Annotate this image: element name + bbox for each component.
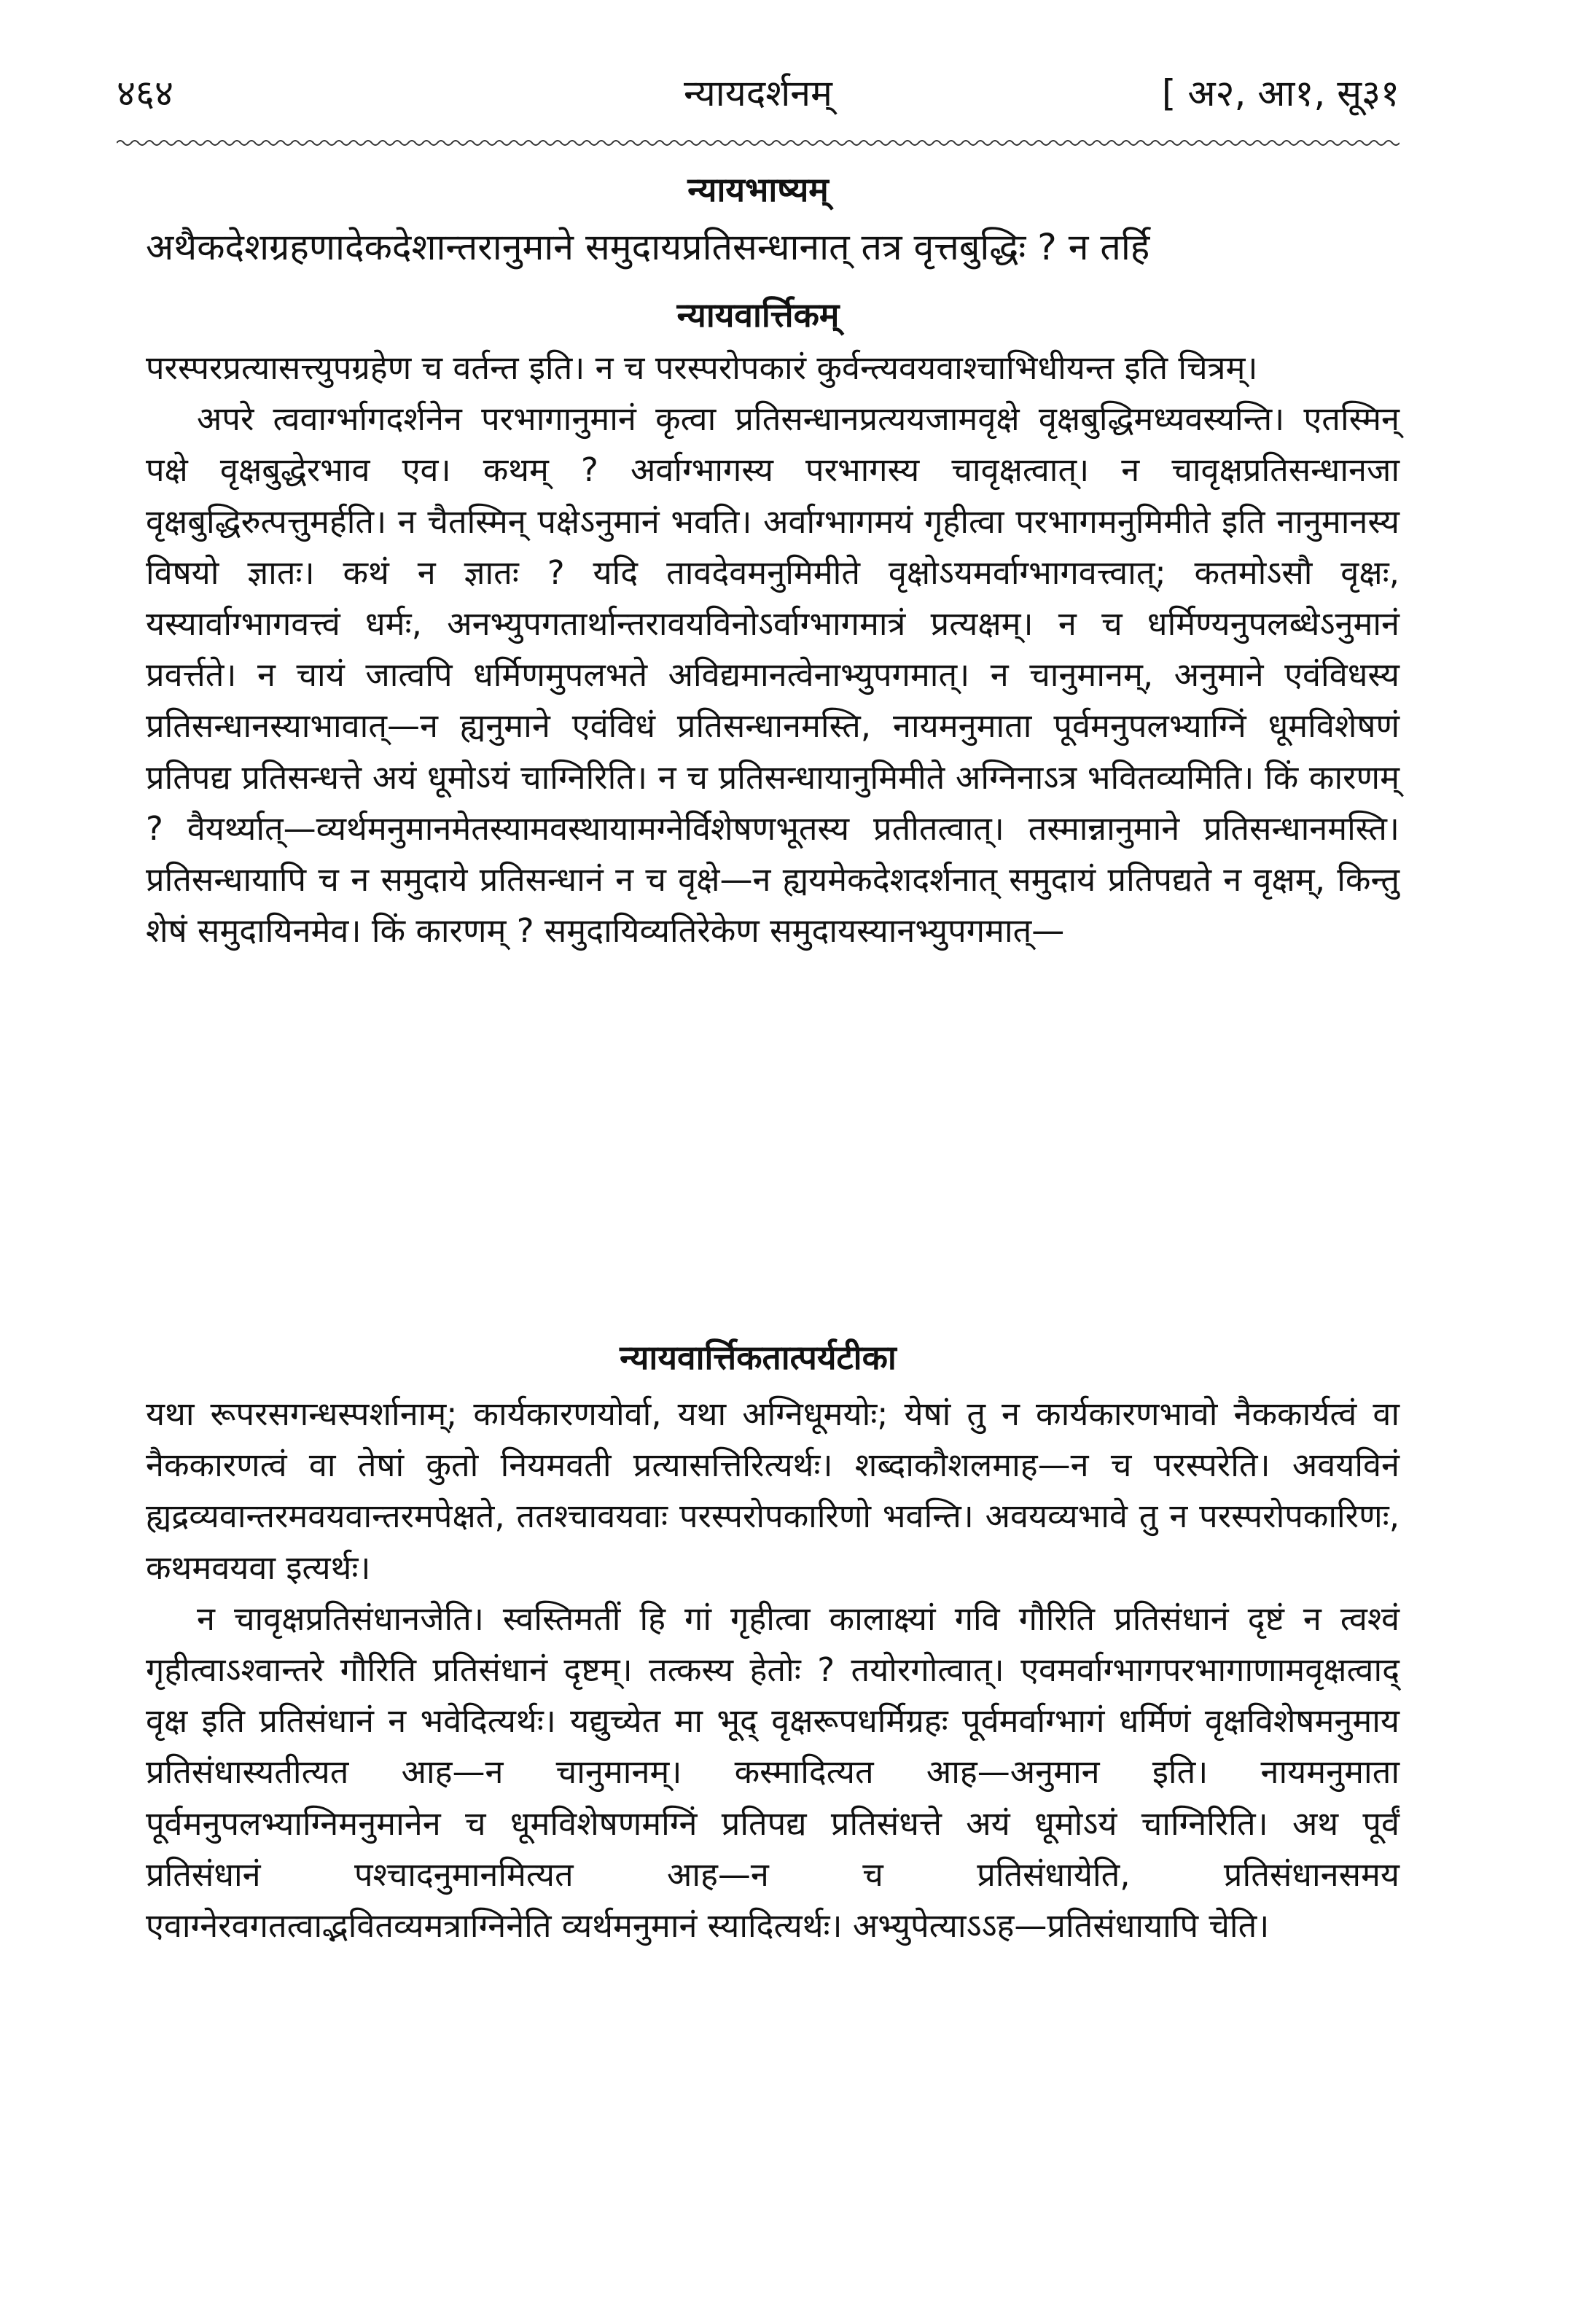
bhashya-line: अथैकदेशग्रहणादेकदेशान्तरानुमाने समुदायप्रतिसन्धानात् तत्र वृत्तबुद्धिः ? न तर्हि: [146, 226, 1150, 268]
page-header: [117, 67, 1400, 133]
chapter-reference: [ अ२, आ१, सू३१: [1161, 72, 1400, 114]
tika-title: न्यायवार्त्तिकतात्पर्यटीका: [620, 1338, 897, 1377]
bhashya-text: [146, 219, 1400, 276]
vartika-text: [146, 343, 1400, 1319]
vartika-paragraph: परस्परप्रत्यासत्त्युपग्रहेण च वर्तन्त इति। न च परस्परोपकारं कुर्वन्त्यवयवाश्चाभिधीयन्त इति चित्रम्।: [146, 348, 1258, 387]
wavy-header-rule: [117, 139, 1400, 147]
vartika-title: न्यायवार्त्तिकम्: [676, 295, 840, 335]
bhashya-title: न्यायभाष्यम्: [687, 170, 829, 209]
vartika-paragraph: अपरे त्ववार्ग्भागदर्शनेन परभागानुमानं कृत्वा प्रतिसन्धानप्रत्ययजामवृक्षे वृक्षबुद्धिमध्यवस्यन्ति। एतस्मिन् पक्षे वृक्षबुद्धेरभाव एव। कथम् ? अर्वाग्भागस्य परभागस्य चावृक्षत्वात्। न चावृक्षप्रतिसन्धानजा वृक्षबुद्धिरुत्पत्तुमर्हति। न चैतस्मिन् पक्षेऽनुमानं भवति। अर्वाग्भागमयं गृहीत्वा परभागमनुमिमीते इति नानुमानस्य विषयो ज्ञातः। कथं न ज्ञातः ? यदि तावदेवमनुमिमीते वृक्षोऽयमर्वाग्भागवत्त्वात्; कतमोऽसौ वृक्षः, यस्यार्वाग्भागवत्त्वं धर्मः, अनभ्युपगतार्थान्तरावयविनोऽर्वाग्भागमात्रं प्रत्यक्षम्। न च धर्मिण्यनुपलब्धेऽनुमानं प्रवर्त्तते। न चायं जात्वपि धर्मिणमुपलभते अविद्यमानत्वेनाभ्युपगमात्। न चानुमानम्, अनुमाने एवंविधस्य प्रतिसन्धानस्याभावात्—न ह्यनुमाने एवंविधं प्रतिसन्धानमस्ति, नायमनुमाता पूर्वमनुपलभ्याग्निं धूमविशेषणं प्रतिपद्य प्रतिसन्धत्ते अयं धूमोऽयं चाग्निरिति। न च प्रतिसन्धायानुमिमीते अग्निनाऽत्र भवितव्यमिति। किं कारणम् ? वैयर्थ्यात्—व्यर्थमनुमानमेतस्यामवस्थायामग्नेर्विशेषणभूतस्य प्रतीतत्वात्। तस्मान्नानुमाने प्रतिसन्धानमस्ति। प्रतिसन्धायापि च न समुदाये प्रतिसन्धानं न च वृक्षे—न ह्ययमेकदेशदर्शनात् समुदायं प्रतिपद्यते न वृक्षम्, किन्तु शेषं समुदायिनमेव। किं कारणम् ? समुदायिव्यतिरेकेण समुदायस्यानभ्युपगमात्—: [146, 399, 1400, 951]
page-number: ४६४: [117, 72, 173, 114]
tika-text: [146, 1389, 1400, 2263]
tika-paragraph: न चावृक्षप्रतिसंधानजेति। स्वस्तिमतीं हि गां गृहीत्वा कालाक्ष्यां गवि गौरिति प्रतिसंधानं दृष्टं न त्वश्वं गृहीत्वाऽश्वान्तरे गौरिति प्रतिसंधानं दृष्टम्। तत्कस्य हेतोः ? तयोरगोत्वात्। एवमर्वाग्भागपरभागाणामवृक्षत्वाद् वृक्ष इति प्रतिसंधानं न भवेदित्यर्थः। यद्युच्येत मा भूद् वृक्षरूपधर्मिग्रहः पूर्वमर्वाग्भागं धर्मिणं वृक्षविशेषमनुमाय प्रतिसंधास्यतीत्यत आह—न चानुमानम्। कस्मादित्यत आह—अनुमान इति। नायमनुमाता पूर्वमनुपलभ्याग्निमनुमानेन च धूमविशेषणमग्निं प्रतिपद्य प्रतिसंधत्ते अयं धूमोऽयं चाग्निरिति। अथ पूर्वं प्रतिसंधानं पश्चादनुमानमित्यत आह—न च प्रतिसंधायेति, प्रतिसंधानसमय एवाग्नेरवगतत्वाद्भवितव्यमत्राग्निनेति व्यर्थमनुमानं स्यादित्यर्थः। अभ्युपेत्याऽऽह—प्रतिसंधायापि चेति।: [146, 1599, 1400, 1945]
tika-paragraph: यथा रूपरसगन्धस्पर्शानाम्; कार्यकारणयोर्वा, यथा अग्निधूमयोः; येषां तु न कार्यकारणभावो नैककार्यत्वं वा नैककारणत्वं वा तेषां कुतो नियमवती प्रत्यासत्तिरित्यर्थः। शब्दाकौशलमाह—न च परस्परेति। अवयविनं ह्यद्रव्यवान्तरमवयवान्तरमपेक्षते, ततश्चावयवाः परस्परोपकारिणो भवन्ति। अवयव्यभावे तु न परस्परोपकारिणः, कथमवयवा इत्यर्थः।: [146, 1395, 1400, 1587]
running-title: न्यायदर्शनम्: [684, 72, 832, 114]
